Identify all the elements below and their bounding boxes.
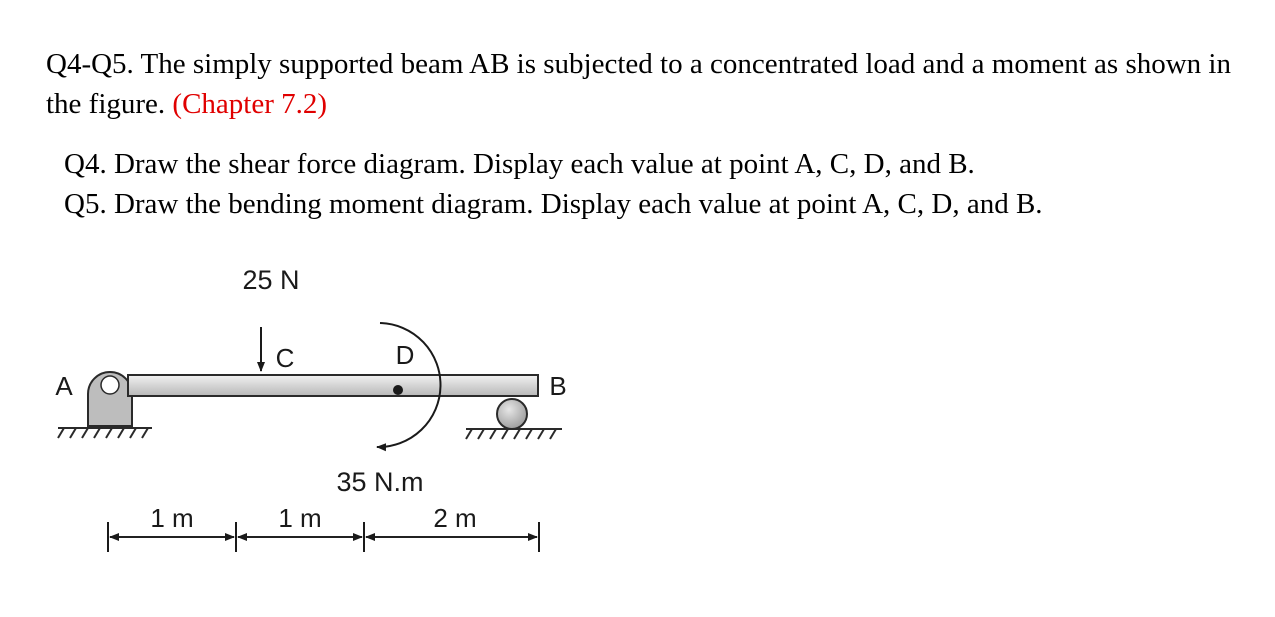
beam-ab [128, 375, 538, 396]
point-d-label: D [395, 340, 415, 370]
ground-hatch-b [466, 429, 562, 439]
point-a-label: A [55, 371, 73, 401]
dimension-label-1: 1 m [150, 503, 194, 533]
dimension-label-3: 2 m [433, 503, 477, 533]
chapter-reference: (Chapter 7.2) [172, 88, 328, 120]
moment-label: 35 N.m [336, 467, 424, 497]
dimension-lines [108, 522, 539, 552]
load-label: 25 N [242, 265, 300, 295]
roller-support-b [497, 399, 527, 429]
point-c-label: C [275, 343, 295, 373]
problem-statement [46, 44, 1256, 124]
moment-arrow [377, 323, 440, 447]
dimension-label-2: 1 m [278, 503, 322, 533]
ground-hatch-a [58, 428, 152, 438]
point-b-label: B [549, 371, 567, 401]
question-q5: Q5. Draw the bending moment diagram. Display each value at point A, C, D, and B. [64, 188, 1043, 220]
question-q4: Q4. Draw the shear force diagram. Display each value at point A, C, D, and B. [64, 148, 975, 180]
pin-support-a [88, 372, 132, 426]
point-d-dot [393, 385, 403, 395]
problem-intro-text: Q4-Q5. The simply supported beam AB is subjected to a concentrated load and a moment as shown in the figure. [46, 48, 1231, 120]
